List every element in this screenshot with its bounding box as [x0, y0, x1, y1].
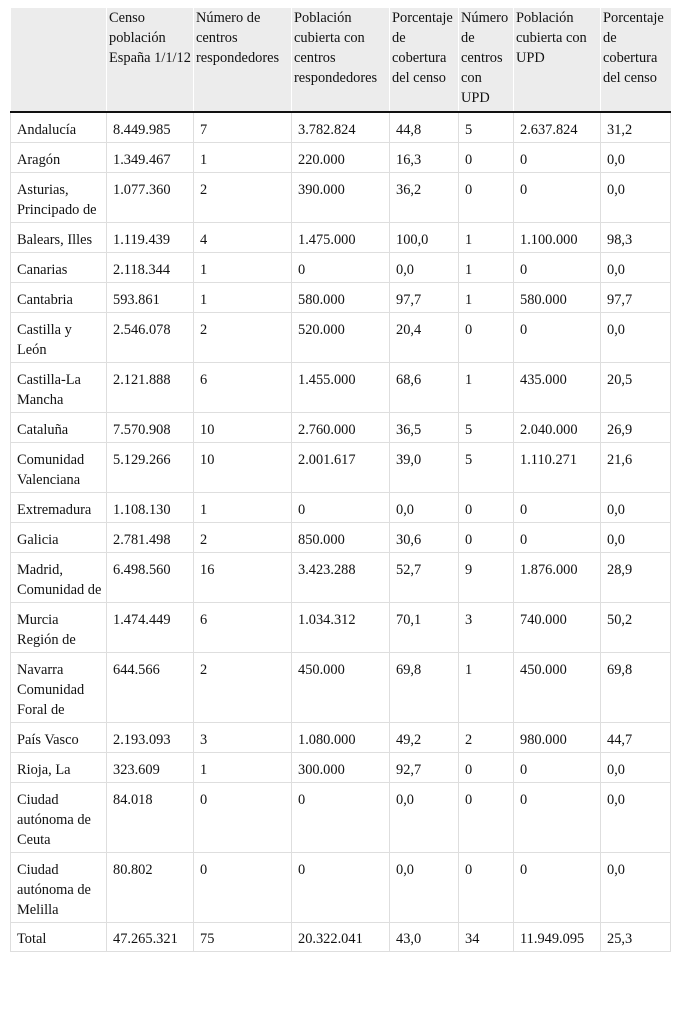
cell-coverage-percent: 100,0	[390, 223, 459, 253]
table-row	[11, 443, 671, 493]
cell-population-covered-responders: 0	[292, 783, 390, 853]
cell-responding-centers: 6	[194, 603, 292, 653]
cell-region: Extremadura	[11, 493, 107, 523]
header-coverage-percent-upd: Porcentaje de cobertura del censo	[601, 8, 671, 112]
cell-population-covered-upd: 0	[514, 143, 601, 173]
cell-census: 644.566	[107, 653, 194, 723]
cell-census: 6.498.560	[107, 553, 194, 603]
header-population-covered-responders: Población cubierta con centros respondedores	[292, 8, 390, 112]
header-upd-centers: Número de centros con UPD	[459, 8, 514, 112]
cell-population-covered-upd: 2.040.000	[514, 413, 601, 443]
table-row	[11, 493, 671, 523]
cell-responding-centers: 1	[194, 253, 292, 283]
table-row	[11, 223, 671, 253]
cell-population-covered-responders: 1.475.000	[292, 223, 390, 253]
table-row	[11, 723, 671, 753]
cell-census: 2.546.078	[107, 313, 194, 363]
cell-population-covered-responders: 450.000	[292, 653, 390, 723]
cell-upd-centers: 0	[459, 753, 514, 783]
cell-responding-centers: 10	[194, 413, 292, 443]
cell-coverage-percent-upd: 26,9	[601, 413, 671, 443]
cell-upd-centers: 0	[459, 313, 514, 363]
table-row	[11, 253, 671, 283]
header-responding-centers: Número de centros respondedores	[194, 8, 292, 112]
cell-population-covered-responders: 2.001.617	[292, 443, 390, 493]
header-coverage-percent: Porcentaje de cobertura del censo	[390, 8, 459, 112]
cell-coverage-percent: 43,0	[390, 923, 459, 952]
table-header	[11, 8, 671, 112]
cell-upd-centers: 9	[459, 553, 514, 603]
header-census: Censo población España 1/1/12	[107, 8, 194, 112]
cell-population-covered-responders: 20.322.041	[292, 923, 390, 952]
cell-population-covered-upd: 0	[514, 853, 601, 923]
cell-upd-centers: 0	[459, 523, 514, 553]
cell-coverage-percent: 36,5	[390, 413, 459, 443]
cell-coverage-percent: 68,6	[390, 363, 459, 413]
cell-census: 47.265.321	[107, 923, 194, 952]
coverage-table	[10, 8, 671, 952]
cell-population-covered-responders: 1.034.312	[292, 603, 390, 653]
cell-responding-centers: 1	[194, 283, 292, 313]
cell-region: Balears, Illes	[11, 223, 107, 253]
cell-census: 2.118.344	[107, 253, 194, 283]
cell-population-covered-upd: 0	[514, 523, 601, 553]
table-row	[11, 603, 671, 653]
cell-upd-centers: 1	[459, 223, 514, 253]
cell-population-covered-responders: 1.455.000	[292, 363, 390, 413]
cell-coverage-percent: 70,1	[390, 603, 459, 653]
cell-population-covered-responders: 2.760.000	[292, 413, 390, 443]
cell-responding-centers: 2	[194, 653, 292, 723]
cell-region: Total	[11, 923, 107, 952]
cell-population-covered-upd: 1.100.000	[514, 223, 601, 253]
cell-region: Castilla y León	[11, 313, 107, 363]
table-row	[11, 753, 671, 783]
total-row	[11, 923, 671, 952]
cell-coverage-percent-upd: 44,7	[601, 723, 671, 753]
cell-population-covered-responders: 3.782.824	[292, 112, 390, 143]
cell-responding-centers: 3	[194, 723, 292, 753]
cell-coverage-percent: 39,0	[390, 443, 459, 493]
cell-region: Rioja, La	[11, 753, 107, 783]
cell-census: 1.119.439	[107, 223, 194, 253]
cell-coverage-percent-upd: 69,8	[601, 653, 671, 723]
cell-census: 1.108.130	[107, 493, 194, 523]
cell-census: 7.570.908	[107, 413, 194, 443]
cell-upd-centers: 5	[459, 443, 514, 493]
header-population-covered-upd: Población cubierta con UPD	[514, 8, 601, 112]
cell-responding-centers: 1	[194, 753, 292, 783]
cell-census: 1.474.449	[107, 603, 194, 653]
cell-population-covered-responders: 220.000	[292, 143, 390, 173]
cell-census: 593.861	[107, 283, 194, 313]
cell-population-covered-upd: 0	[514, 753, 601, 783]
cell-census: 80.802	[107, 853, 194, 923]
cell-coverage-percent-upd: 0,0	[601, 523, 671, 553]
cell-population-covered-responders: 3.423.288	[292, 553, 390, 603]
cell-population-covered-responders: 520.000	[292, 313, 390, 363]
cell-region: Canarias	[11, 253, 107, 283]
cell-responding-centers: 2	[194, 313, 292, 363]
cell-responding-centers: 0	[194, 853, 292, 923]
cell-population-covered-upd: 0	[514, 253, 601, 283]
cell-region: Murcia Región de	[11, 603, 107, 653]
cell-region: Cantabria	[11, 283, 107, 313]
cell-coverage-percent: 0,0	[390, 493, 459, 523]
cell-region: Asturias, Principado de	[11, 173, 107, 223]
cell-population-covered-upd: 450.000	[514, 653, 601, 723]
cell-upd-centers: 0	[459, 853, 514, 923]
cell-responding-centers: 10	[194, 443, 292, 493]
cell-upd-centers: 1	[459, 363, 514, 413]
cell-coverage-percent-upd: 98,3	[601, 223, 671, 253]
cell-coverage-percent: 69,8	[390, 653, 459, 723]
cell-population-covered-responders: 850.000	[292, 523, 390, 553]
cell-coverage-percent: 52,7	[390, 553, 459, 603]
cell-population-covered-responders: 300.000	[292, 753, 390, 783]
cell-region: Comunidad Valenciana	[11, 443, 107, 493]
cell-upd-centers: 1	[459, 283, 514, 313]
cell-population-covered-responders: 0	[292, 493, 390, 523]
cell-population-covered-responders: 0	[292, 853, 390, 923]
cell-coverage-percent-upd: 0,0	[601, 143, 671, 173]
cell-population-covered-upd: 580.000	[514, 283, 601, 313]
cell-responding-centers: 1	[194, 143, 292, 173]
table-row	[11, 112, 671, 143]
cell-responding-centers: 0	[194, 783, 292, 853]
cell-coverage-percent-upd: 28,9	[601, 553, 671, 603]
cell-coverage-percent-upd: 0,0	[601, 783, 671, 853]
table-body	[11, 112, 671, 952]
table-row	[11, 363, 671, 413]
cell-population-covered-upd: 980.000	[514, 723, 601, 753]
cell-coverage-percent: 16,3	[390, 143, 459, 173]
cell-responding-centers: 16	[194, 553, 292, 603]
cell-population-covered-upd: 11.949.095	[514, 923, 601, 952]
cell-coverage-percent-upd: 0,0	[601, 313, 671, 363]
cell-population-covered-upd: 0	[514, 783, 601, 853]
cell-upd-centers: 1	[459, 253, 514, 283]
cell-population-covered-upd: 1.876.000	[514, 553, 601, 603]
cell-upd-centers: 5	[459, 413, 514, 443]
cell-coverage-percent-upd: 31,2	[601, 112, 671, 143]
cell-responding-centers: 4	[194, 223, 292, 253]
cell-census: 323.609	[107, 753, 194, 783]
cell-region: Ciudad autónoma de Ceuta	[11, 783, 107, 853]
cell-coverage-percent: 44,8	[390, 112, 459, 143]
cell-coverage-percent: 0,0	[390, 853, 459, 923]
cell-population-covered-upd: 0	[514, 173, 601, 223]
cell-region: Ciudad autónoma de Melilla	[11, 853, 107, 923]
cell-upd-centers: 5	[459, 112, 514, 143]
table-row	[11, 143, 671, 173]
cell-population-covered-upd: 435.000	[514, 363, 601, 413]
cell-census: 5.129.266	[107, 443, 194, 493]
cell-coverage-percent-upd: 20,5	[601, 363, 671, 413]
cell-population-covered-upd: 740.000	[514, 603, 601, 653]
cell-responding-centers: 6	[194, 363, 292, 413]
cell-region: Aragón	[11, 143, 107, 173]
cell-coverage-percent: 0,0	[390, 783, 459, 853]
cell-upd-centers: 0	[459, 783, 514, 853]
cell-census: 8.449.985	[107, 112, 194, 143]
table-row	[11, 523, 671, 553]
table-row	[11, 313, 671, 363]
cell-region: Castilla-La Mancha	[11, 363, 107, 413]
cell-upd-centers: 0	[459, 493, 514, 523]
cell-upd-centers: 1	[459, 653, 514, 723]
cell-responding-centers: 2	[194, 523, 292, 553]
cell-upd-centers: 3	[459, 603, 514, 653]
table-row	[11, 283, 671, 313]
cell-coverage-percent-upd: 21,6	[601, 443, 671, 493]
cell-region: País Vasco	[11, 723, 107, 753]
table-row	[11, 853, 671, 923]
cell-coverage-percent-upd: 97,7	[601, 283, 671, 313]
header-row	[11, 8, 671, 112]
cell-population-covered-responders: 0	[292, 253, 390, 283]
cell-population-covered-upd: 2.637.824	[514, 112, 601, 143]
cell-census: 2.193.093	[107, 723, 194, 753]
cell-census: 1.077.360	[107, 173, 194, 223]
cell-responding-centers: 2	[194, 173, 292, 223]
cell-coverage-percent-upd: 0,0	[601, 853, 671, 923]
cell-coverage-percent: 36,2	[390, 173, 459, 223]
table-container	[10, 8, 670, 952]
cell-coverage-percent-upd: 0,0	[601, 753, 671, 783]
cell-region: Cataluña	[11, 413, 107, 443]
cell-population-covered-upd: 0	[514, 313, 601, 363]
cell-coverage-percent: 30,6	[390, 523, 459, 553]
cell-population-covered-upd: 1.110.271	[514, 443, 601, 493]
cell-population-covered-responders: 390.000	[292, 173, 390, 223]
cell-coverage-percent: 20,4	[390, 313, 459, 363]
cell-coverage-percent-upd: 0,0	[601, 173, 671, 223]
cell-census: 2.121.888	[107, 363, 194, 413]
table-row	[11, 173, 671, 223]
table-row	[11, 413, 671, 443]
cell-region: Madrid, Comunidad de	[11, 553, 107, 603]
cell-upd-centers: 0	[459, 143, 514, 173]
table-row	[11, 553, 671, 603]
cell-coverage-percent: 97,7	[390, 283, 459, 313]
cell-coverage-percent-upd: 25,3	[601, 923, 671, 952]
cell-coverage-percent-upd: 0,0	[601, 253, 671, 283]
cell-coverage-percent-upd: 0,0	[601, 493, 671, 523]
cell-coverage-percent: 0,0	[390, 253, 459, 283]
table-row	[11, 653, 671, 723]
table-row	[11, 783, 671, 853]
cell-upd-centers: 0	[459, 173, 514, 223]
cell-population-covered-responders: 580.000	[292, 283, 390, 313]
cell-coverage-percent-upd: 50,2	[601, 603, 671, 653]
cell-census: 1.349.467	[107, 143, 194, 173]
cell-upd-centers: 2	[459, 723, 514, 753]
header-region	[11, 8, 107, 112]
cell-responding-centers: 1	[194, 493, 292, 523]
cell-census: 2.781.498	[107, 523, 194, 553]
cell-region: Navarra Comunidad Foral de	[11, 653, 107, 723]
cell-population-covered-responders: 1.080.000	[292, 723, 390, 753]
cell-coverage-percent: 92,7	[390, 753, 459, 783]
cell-coverage-percent: 49,2	[390, 723, 459, 753]
cell-census: 84.018	[107, 783, 194, 853]
cell-region: Galicia	[11, 523, 107, 553]
cell-region: Andalucía	[11, 112, 107, 143]
cell-upd-centers: 34	[459, 923, 514, 952]
cell-population-covered-upd: 0	[514, 493, 601, 523]
cell-responding-centers: 75	[194, 923, 292, 952]
cell-responding-centers: 7	[194, 112, 292, 143]
